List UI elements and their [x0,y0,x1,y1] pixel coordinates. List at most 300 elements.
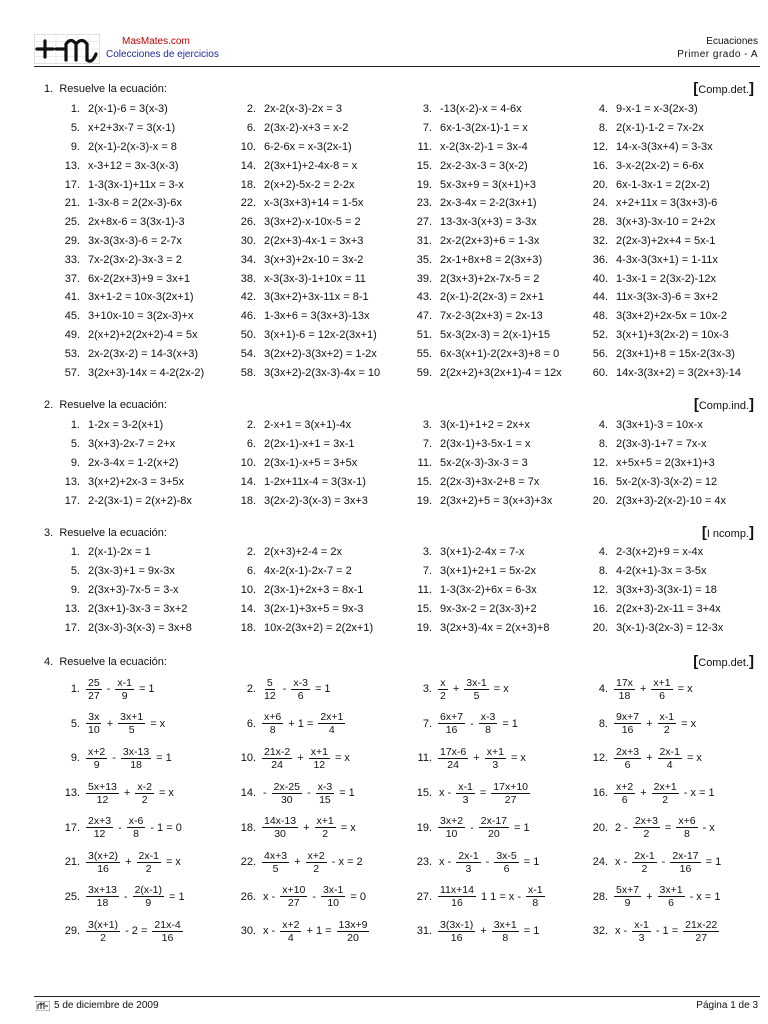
numerator: 13x+9 [338,918,368,931]
denominator: 12 [313,758,326,771]
exercise-item [232,618,408,637]
equation-text: x-3(3x+3)+14 = 1-5x [264,197,364,210]
exercise-number: 29. [64,234,80,247]
equation-term: + [297,752,304,765]
exercise-item [408,232,584,251]
denominator: 16 [451,897,463,910]
exercise-number: 16. [592,475,608,488]
equation-text: 2(3x-1)+3-5x-1 = x [440,438,531,451]
exercise-item [408,307,584,326]
denominator: 9 [121,689,128,702]
denominator: 20 [347,931,359,944]
badge-label: I ncomp. [706,528,749,540]
exercise-number: 22. [240,197,256,210]
exercise-item [56,618,232,637]
equation-text: 2(3x+1)+2-4x-8 = x [264,159,358,172]
numerator: 21x-2 [264,745,291,758]
fraction [438,815,465,840]
section-1-badge: [Comp.det.] [693,80,754,97]
equation-text: 3(x+1)-6 = 12x-2(3x+1) [264,328,377,341]
equation-text: 1-2x+11x-4 = 3(3x-1) [264,475,366,488]
exercise-item [232,363,408,382]
denominator: 9 [145,897,152,910]
numerator: x-1 [117,676,132,689]
equation-term: - [118,821,122,834]
equation-term: = 1 [339,787,355,800]
exercise-number: 23. [416,856,432,869]
numerator: x-2 [137,780,152,793]
equation-term: + 1 = [288,717,314,730]
masmates-mini-logo [36,1001,50,1011]
exercise-number: 12. [592,456,608,469]
site-subtitle[interactable]: Colecciones de ejercicios [106,49,219,60]
exercise-item [56,344,232,363]
numerator: x+6 [678,815,696,828]
exercise-item [232,307,408,326]
equation-text: 2(x-1)-2(2x-3) = 2x+1 [440,291,544,304]
fraction [86,746,107,771]
exercise-number: 20. [592,494,608,507]
exercise-item [408,269,584,288]
equation-term: x - [615,856,628,869]
badge-label: Comp.det. [698,657,749,669]
exercise-item [56,672,232,707]
exercise-item [56,232,232,251]
equation-term: - x = 1 [689,890,721,903]
equation-text: 1-3(3x-1)+11x = 3-x [88,178,184,191]
site-name[interactable]: MasMates.com [122,36,190,47]
equation-text: 2(3x-3)-1+7 = 7x-x [616,438,707,451]
equation-term: - [661,856,666,869]
denominator: 6 [624,758,631,771]
exercise-item [584,156,764,175]
exercise-item [408,100,584,119]
exercise-item [56,156,232,175]
exercise-number: 15. [416,159,432,172]
equation-text: 5x-2(x-3)-3x-3 = 3 [440,456,528,469]
exercise-number: 1. [70,546,80,559]
fraction [86,677,102,702]
numerator: x+2 [307,849,325,862]
exercise-item [408,175,584,194]
denominator: 16 [445,724,458,737]
exercise-number: 15. [416,475,432,488]
exercise-item [56,250,232,269]
exercise-number: 51. [416,328,432,341]
equation-term: = [664,821,672,834]
denominator: 16 [679,862,692,875]
exercise-number: 52. [592,328,608,341]
exercise-number: 60. [592,366,608,379]
exercise-number: 20. [592,821,608,834]
equation-text: 2(3x-3)-3(x-3) = 3x+8 [88,621,192,634]
fraction [464,677,488,702]
exercise-item [232,100,408,119]
numerator: x-1 [458,780,473,793]
equation-text: 3(3x+2)-2(3x-3)-4x = 10 [264,366,381,379]
fraction [272,781,302,806]
exercise-number: 21. [64,197,80,210]
exercise-item [584,307,764,326]
exercise-item [232,845,408,880]
equation-text: 9-x-1 = x-3(2x-3) [616,103,698,116]
equation-text: 4-3x-3(3x+1) = 1-11x [616,253,718,266]
exercise-number: 19. [416,178,432,191]
fraction [115,677,134,702]
fraction [479,815,509,840]
fraction [485,746,506,771]
numerator: 3x [88,711,100,724]
equation-term: - [470,717,474,730]
section-number: 3. [44,527,54,539]
equation-term: + [123,787,131,800]
denominator: 2 [145,862,152,875]
numerator: x+6 [264,711,282,724]
equation-text: 2(x-1)-6 = 3(x-3) [88,103,168,116]
exercise-item [584,543,764,562]
exercise-number: 25. [64,216,80,229]
equation-text: -13(x-2)-x = 4-6x [440,103,522,116]
exercise-number: 55. [416,347,432,360]
exercise-item [584,326,764,345]
section-3-exercises [56,543,764,637]
exercise-number: 15. [416,602,432,615]
denominator: 12 [264,689,276,702]
equation-text: 2(3x+3)-7x-5 = 3-x [88,583,179,596]
exercise-number: 2. [246,683,256,696]
fraction [127,815,146,840]
equation-term: = x [165,856,181,869]
exercise-item [56,472,232,491]
fraction [652,781,679,806]
level-title: Primer grado - A [677,49,758,60]
equation-text: 3(x-1)-3(2x-3) = 12-3x [616,621,724,634]
exercise-item [408,810,584,845]
exercise-item [584,288,764,307]
exercise-number: 16. [592,159,608,172]
exercise-item [56,363,232,382]
equation-text: 3(x+3)-2x-7 = 2+x [88,438,176,451]
section-instruction: Resuelve la ecuación: [59,527,167,539]
exercise-number: 46. [240,310,256,323]
exercise-item [232,599,408,618]
section-instruction: Resuelve la ecuación: [59,399,167,411]
equation-text: 13-3x-3(x+3) = 3-3x [440,216,537,229]
exercise-number: 48. [592,310,608,323]
numerator: x-3 [480,711,496,724]
exercise-item [232,119,408,138]
fraction [670,850,700,875]
fraction [526,884,545,909]
fraction [438,711,465,736]
denominator: 10 [445,828,458,841]
denominator: 2 [100,931,106,944]
numerator: x+1 [653,676,671,689]
numerator: 14x-13 [264,815,297,828]
equation-text: 6-2-6x = x-3(2x-1) [264,140,352,153]
exercise-number: 57. [64,366,80,379]
exercise-number: 3. [422,683,432,696]
fraction [121,746,151,771]
denominator: 2 [313,862,320,875]
exercise-item [584,472,764,491]
equation-text: 2(x-1)-1-2 = 7x-2x [616,122,704,135]
equation-text: 2-x+1 = 3(x+1)-4x [264,419,352,432]
exercise-item [584,435,764,454]
exercise-item [584,845,764,880]
exercise-number: 13. [64,787,80,800]
exercise-item [56,599,232,618]
numerator: 17x+10 [493,780,529,793]
equation-term: = 1 [314,683,331,696]
denominator: 16 [97,862,109,875]
exercise-item [232,810,408,845]
exercise-number: 30. [240,925,256,938]
equation-text: 1-3x-8 = 2(2x-3)-6x [88,197,182,210]
exercise-number: 15. [416,787,432,800]
exercise-item [56,269,232,288]
section-1-title [44,83,167,95]
exercise-number: 1. [70,419,80,432]
section-instruction: Resuelve la ecuación: [59,83,167,95]
equation-text: x+2+3x-7 = 3(x-1) [88,122,176,135]
fraction [86,884,119,909]
denominator: 20 [488,828,500,841]
exercise-item [56,416,232,435]
equation-text: 2(x-1)-2(x-3)-x = 8 [88,140,177,153]
exercise-number: 19. [416,621,432,634]
fraction [280,884,307,909]
equation-text: 2(2x+3)-2x-11 = 3+4x [616,602,721,615]
exercise-number: 6. [246,122,256,135]
denominator: 27 [504,793,517,806]
exercise-number: 27. [416,216,432,229]
equation-text: 3(2x+3)-14x = 4-2(2x-2) [88,366,205,379]
equation-text: 3x+1-2 = 10x-3(2x+1) [88,291,194,304]
equation-text: 2x-2(3x-2) = 14-3(x+3) [88,347,199,360]
exercise-number: 42. [240,291,256,304]
exercise-item [408,543,584,562]
exercise-number: 28. [592,890,608,903]
equation-term: + [294,856,301,869]
equation-term: = 1 [523,925,540,938]
exercise-number: 13. [64,475,80,488]
denominator: 24 [271,758,283,771]
denominator: 18 [130,758,142,771]
numerator: 21x-22 [685,918,718,931]
exercise-number: 3. [422,419,432,432]
exercise-item [584,741,764,776]
exercise-item [584,250,764,269]
equation-text: 2(3x-1)-x+5 = 3+5x [264,456,358,469]
equation-term: x - [263,890,276,903]
equation-term: - [263,787,267,800]
equation-text: 3(2x+2)-3(3x+2) = 1-2x [264,347,377,360]
page-footer [34,996,760,1015]
exercise-number: 8. [598,438,608,451]
exercise-item [408,435,584,454]
equation-term: 2 - [615,821,628,834]
equation-term: - x = 2 [331,856,363,869]
exercise-number: 7. [422,122,432,135]
exercise-number: 39. [416,272,432,285]
exercise-item [56,100,232,119]
equation-term: = x [158,787,174,800]
denominator: 27 [88,689,100,702]
denominator: 6 [297,689,304,702]
section-4-badge: [Comp.det.] [693,653,754,670]
fraction [438,746,468,771]
exercise-number: 9. [70,583,80,596]
exercise-item [232,491,408,510]
section-2-exercises [56,416,764,510]
denominator: 10 [327,897,340,910]
fraction [137,850,161,875]
denominator: 6 [621,793,628,806]
equation-text: x+2+11x = 3(3x+3)-6 [616,197,718,210]
equation-text: 6x-1-3(2x-1)-1 = x [440,122,528,135]
exercise-item [408,472,584,491]
equation-text: 2(2x-3)+3x-2+8 = 7x [440,475,540,488]
exercise-number: 22. [240,856,256,869]
exercise-item [232,472,408,491]
numerator: x [440,676,446,689]
exercise-item [584,491,764,510]
equation-text: 11x-3(3x-3)-6 = 3x+2 [616,291,718,304]
exercise-number: 17. [64,621,80,634]
fraction [152,919,182,944]
exercise-number: 50. [240,328,256,341]
fraction [318,711,345,736]
equation-text: 2(x+2)+2(2x+2)-4 = 5x [88,328,198,341]
denominator: 30 [274,828,286,841]
numerator: 3x-1 [466,676,487,689]
numerator: 2x+3 [616,745,640,758]
numerator: 5x+13 [88,780,117,793]
exercise-number: 19. [416,494,432,507]
equation-text: x+5x+5 = 2(3x+1)+3 [616,456,715,469]
exercise-number: 18. [240,494,256,507]
exercise-item [56,435,232,454]
equation-term: 1 1 = x - [480,890,522,903]
denominator: 8 [269,724,276,737]
exercise-number: 29. [64,925,80,938]
fraction [614,711,641,736]
exercise-number: 40. [592,272,608,285]
numerator: x-1 [659,711,675,724]
section-4-title [44,656,167,668]
exercise-number: 7. [422,565,432,578]
fraction [658,711,677,736]
equation-text: 1-2x = 3-2(x+1) [88,419,164,432]
exercise-number: 44. [592,291,608,304]
exercise-number: 33. [64,253,80,266]
fraction [438,884,476,909]
equation-text: 3(x+3)-3x-10 = 2+2x [616,216,716,229]
equation-text: 5x-2(x-3)-3(x-2) = 12 [616,475,718,488]
exercise-item [408,880,584,915]
exercise-number: 4. [598,103,608,116]
exercise-item [56,880,232,915]
equation-term: = 1 [169,890,185,903]
equation-text: 2x-3-4x = 2-2(3x+1) [440,197,537,210]
exercise-number: 1. [70,103,80,116]
denominator: 30 [280,793,293,806]
exercise-item [56,581,232,600]
exercise-number: 45. [64,310,80,323]
exercise-item [408,344,584,363]
denominator: 3 [638,931,645,944]
equation-text: 3-x-2(2x-2) = 6-6x [616,159,704,172]
numerator: 2x-17 [672,849,699,862]
exercise-item [56,491,232,510]
equation-term: = 1 [514,821,530,834]
fraction [262,711,283,736]
exercise-number: 43. [416,291,432,304]
numerator: 21x-4 [154,918,181,931]
denominator: 2 [662,793,669,806]
exercise-number: 10. [240,583,256,596]
exercise-item [584,269,764,288]
denominator: 27 [287,897,300,910]
exercise-item [232,269,408,288]
exercise-item [584,562,764,581]
fraction [632,919,651,944]
denominator: 2 [141,793,148,806]
equation-term: - x = 1 [683,787,715,800]
fraction [492,919,519,944]
equation-term: x - [439,787,452,800]
equation-text: 2(x+2)-5x-2 = 2-2x [264,178,355,191]
equation-text: 2x-1+8x+8 = 2(3x+3) [440,253,543,266]
fraction [651,677,672,702]
equation-text: 6x-2(2x+3)+9 = 3x+1 [88,272,191,285]
badge-label: Comp.det. [698,84,749,96]
exercise-item [232,344,408,363]
exercise-item [56,175,232,194]
exercise-number: 59. [416,366,432,379]
exercise-item [408,326,584,345]
exercise-item [232,232,408,251]
denominator: 3 [492,758,499,771]
equation-term: - [123,890,128,903]
equation-text: 7x-2(3x-2)-3x-3 = 2 [88,253,182,266]
exercise-item [56,326,232,345]
numerator: x+2 [282,918,300,931]
page-header [34,34,760,67]
exercise-number: 7. [422,438,432,451]
equation-text: 3(x-1)+1+2 = 2x+x [440,419,530,432]
equation-term: + [125,856,132,869]
exercise-number: 12. [592,583,608,596]
numerator: 3x-5 [496,849,517,862]
exercise-number: 13. [64,159,80,172]
denominator: 5 [128,724,135,737]
exercise-item [56,307,232,326]
equation-term: - 1 = [655,925,679,938]
exercise-item [584,776,764,811]
exercise-number: 10. [240,140,256,153]
equation-text: 2(3x-1)+2x+3 = 8x-1 [264,583,364,596]
exercise-item [584,363,764,382]
equation-text: 1-3x-1 = 2(3x-2)-12x [616,272,716,285]
fraction [262,677,278,702]
exercise-item [232,672,408,707]
exercise-item [584,618,764,637]
equation-text: 7x-2-3(2x+3) = 2x-13 [440,310,543,323]
exercise-number: 30. [240,234,256,247]
exercise-item [232,416,408,435]
